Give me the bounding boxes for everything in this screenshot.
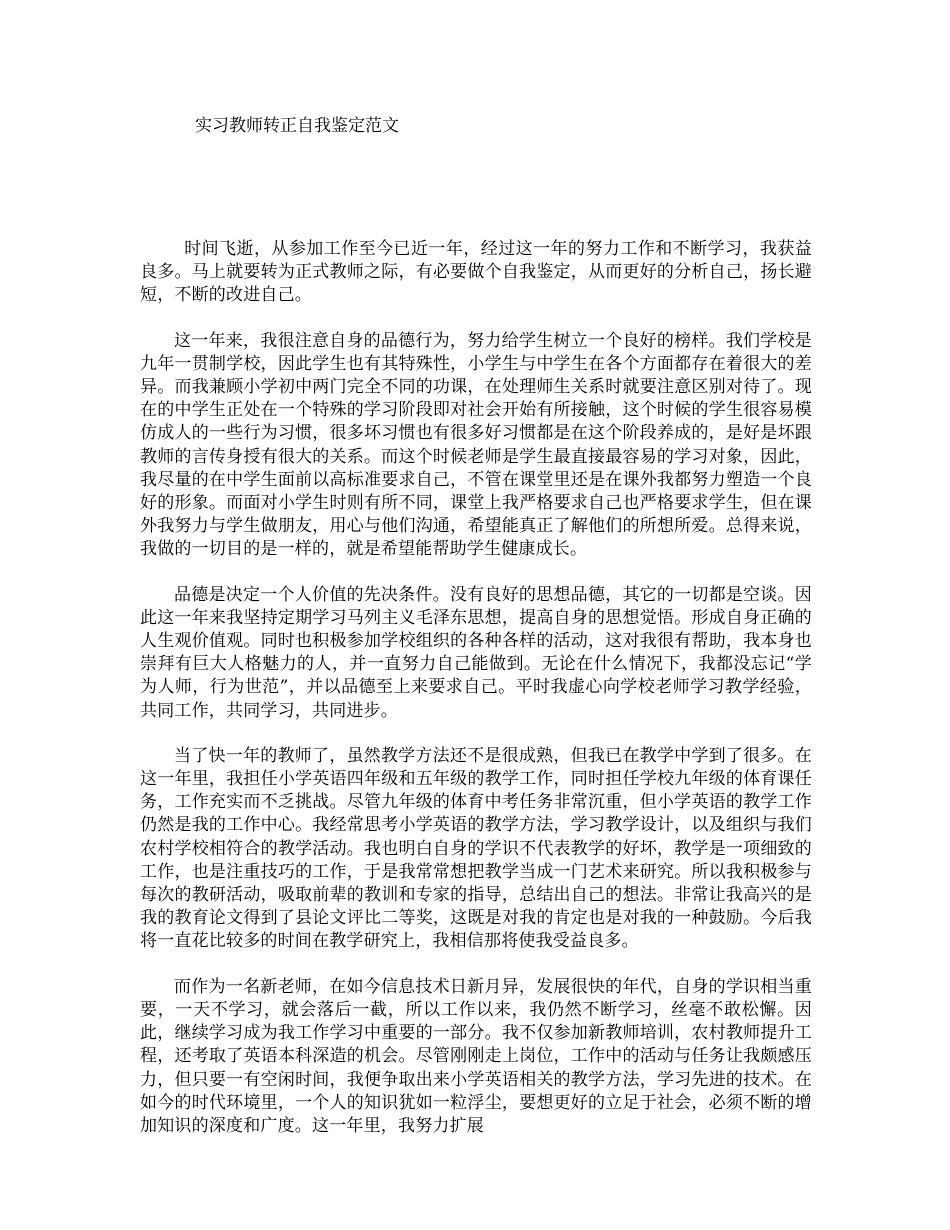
paragraph-role-model: 这一年来，我很注意自身的品德行为，努力给学生树立一个良好的榜样。我们学校是九年一贯制学校，因此学生也有其特殊性，小学生与中学生在各个方面都存在着很大的差异。而我兼顾小学初中两门完全不同的功课，在处理师生关系时就要注意区别对待了。现在的中学生正处在一个特殊的学习阶段即对社会开始有所接触，这个时候的学生很容易模仿成人的一些行为习惯，很多坏习惯也有很多好习惯都是在这个阶段养成的，是好是坏跟教师的言传身授有很大的关系。而这个时候老师是学生最直接最容易的学习对象，因此，我尽量的在中学生面前以高标准要求自己，不管在课堂里还是在课外我都努力塑造一个良好的形象。而面对小学生时则有所不同，课堂上我严格要求自己也严格要求学生，但在课外我努力与学生做朋友，用心与他们沟通，希望能真正了解他们的所想所爱。总得来说，我做的一切目的是一样的，就是希望能帮助学生健康成长。 xyxy=(140,330,812,560)
document-title: 实习教师转正自我鉴定范文 xyxy=(195,116,399,136)
paragraph-continued-learning: 而作为一名新老师，在如今信息技术日新月异，发展很快的年代，自身的学识相当重要，一天不学习，就会落后一截，所以工作以来，我仍然不断学习，丝毫不敢松懈。因此，继续学习成为我工作学习中重要的一部分。我不仅参加新教师培训，农村教师提升工程，还考取了英语本科深造的机会。尽管刚刚走上岗位，工作中的活动与任务让我颇感压力，但只要一有空闲时间，我便争取出来小学英语相关的教学方法，学习先进的技术。在如今的时代环境里，一个人的知识犹如一粒浮尘，要想更好的立足于社会，必须不断的增加知识的深度和广度。这一年里，我努力扩展 xyxy=(140,976,812,1136)
paragraph-intro: 时间飞逝，从参加工作至今已近一年，经过这一年的努力工作和不断学习，我获益良多。马上就要转为正式教师之际，有必要做个自我鉴定，从而更好的分析自己，扬长避短，不断的改进自己。 xyxy=(140,239,812,306)
paragraph-teaching-work: 当了快一年的教师了，虽然教学方法还不是很成熟，但我已在教学中学到了很多。在这一年里，我担任小学英语四年级和五年级的教学工作，同时担任学校九年级的体育课任务，工作充实而不乏挑战。尽管九年级的体育中考任务非常沉重，但小学英语的教学工作仍然是我的工作中心。我经常思考小学英语的教学方法，学习教学设计，以及组织与我们农村学校相符合的教学活动。我也明白自身的学识不代表教学的好坏，教学是一项细致的工作，也是注重技巧的工作，于是我常常想把教学当成一门艺术来研究。所以我积极参与每次的教研活动，吸取前辈的教训和专家的指导，总结出自己的想法。非常让我高兴的是我的教育论文得到了县论文评比二等奖，这既是对我的肯定也是对我的一种鼓励。今后我将一直花比较多的时间在教学研究上，我相信那将使我受益良多。 xyxy=(140,745,812,952)
document-body xyxy=(140,238,812,1160)
paragraph-moral-character: 品德是决定一个人价值的先决条件。没有良好的思想品德，其它的一切都是空谈。因此这一年来我坚持定期学习马列主义毛泽东思想，提高自身的思想觉悟。形成自身正确的人生观价值观。同时也积极参加学校组织的各种各样的活动，这对我很有帮助，我本身也崇拜有巨大人格魅力的人，并一直努力自己能做到。无论在什么情况下，我都没忘记“学为人师，行为世范”，并以品德至上来要求自己。平时我虚心向学校老师学习教学经验，共同工作，共同学习，共同进步。 xyxy=(140,584,812,721)
